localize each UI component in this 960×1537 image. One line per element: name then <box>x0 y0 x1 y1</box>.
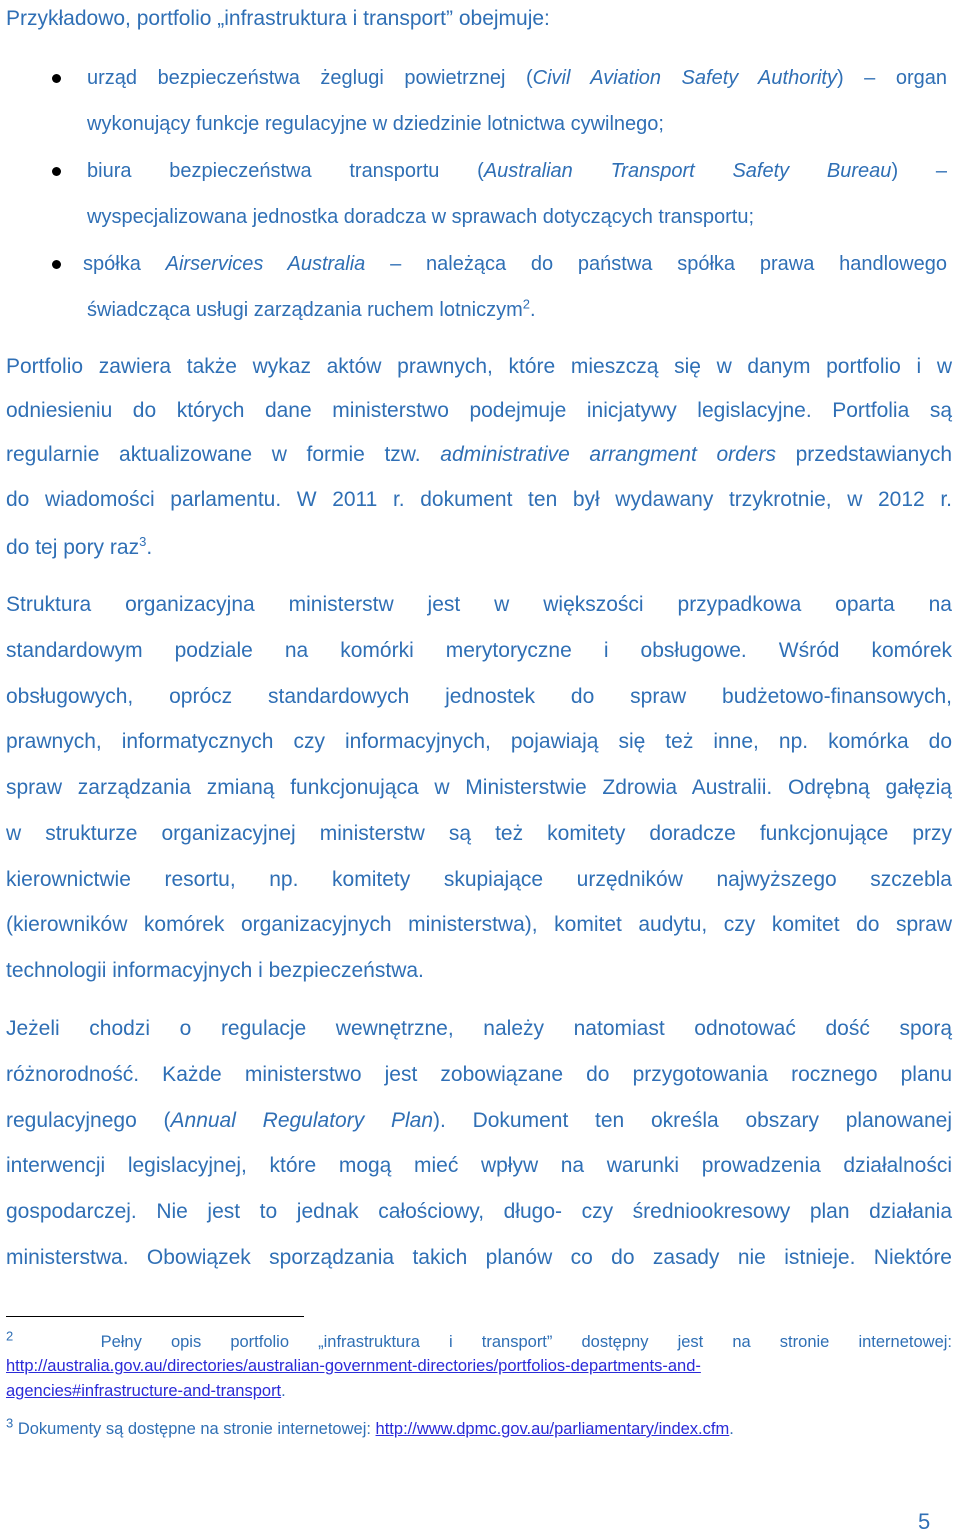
footnote-number: 2 <box>6 1328 14 1344</box>
p2-line-7: kierownictwie resortu, np. komitety skupiające urzędników najwyższego szczebla <box>6 868 952 891</box>
p3-line-5: gospodarczej. Nie jest to jednak całościowy, długo- czy średniookresowy plan działania <box>6 1200 952 1223</box>
bullet-2-line-2: wyspecjalizowana jednostka doradcza w sprawach dotyczących transportu; <box>87 206 755 228</box>
p3-line-4: interwencji legislacyjnej, które mogą mieć wpływ na warunki prowadzenia działalności <box>6 1154 952 1177</box>
footnote-2-line-1: $^2$ Pełny opis portfolio „infrastruktura i transport” dostępny jest na stronie internetowej: <box>6 1328 952 1351</box>
p1-line-1: Portfolio zawiera także wykaz aktów prawnych, które mieszczą się w danym portfolio i w <box>6 355 952 378</box>
p1-line-3: regularnie aktualizowane w formie tzw. administrative arrangment orders przedstawianych <box>6 443 952 466</box>
bullet-3-line-2: świadcząca usługi zarządzania ruchem lotniczym$^2$. <box>87 296 536 321</box>
footnote-3-line: $^3$ Dokumenty są dostępne na stronie internetowej: http://www.dpmc.gov.au/parliamentary/index.cfm. <box>6 1415 734 1438</box>
bullet-3-line-1: spółka Airservices Australia – należąca do państwa spółka prawa handlowego <box>83 253 947 275</box>
footnote-separator <box>6 1316 304 1317</box>
p1-line-4: do wiadomości parlamentu. W 2011 r. dokument ten był wydawany trzykrotnie, w 2012 r. <box>6 488 952 511</box>
p2-line-4: prawnych, informatycznych czy informacyjnych, pojawiają się też inne, np. komórka do <box>6 730 952 753</box>
footnote-ref: 3 <box>139 534 147 549</box>
p3-line-2: różnorodność. Każde ministerstwo jest zobowiązane do przygotowania rocznego planu <box>6 1063 952 1086</box>
footnote-number: 3 <box>6 1415 14 1431</box>
p3-line-3: regulacyjnego (Annual Regulatory Plan). Dokument ten określa obszary planowanej <box>6 1109 952 1132</box>
p2-line-8: (kierowników komórek organizacyjnych ministerstwa), komitet audytu, czy komitet do spraw <box>6 913 952 936</box>
bullet-1-line-2: wykonujący funkcje regulacyjne w dziedzinie lotnictwa cywilnego; <box>87 113 664 135</box>
bullet-1-line-1: urząd bezpieczeństwa żeglugi powietrznej (Civil Aviation Safety Authority) – organ <box>87 67 947 89</box>
p2-line-3: obsługowych, oprócz standardowych jednostek do spraw budżetowo-finansowych, <box>6 685 952 708</box>
footnote-ref: 2 <box>522 296 530 312</box>
p3-line-1: Jeżeli chodzi o regulacje wewnętrzne, należy natomiast odnotować dość sporą <box>6 1017 952 1040</box>
p2-line-6: w strukturze organizacyjnej ministerstw są też komitety doradcze funkcjonujące przy <box>6 822 952 845</box>
p2-line-9: technologii informacyjnych i bezpieczeństwa. <box>6 959 424 982</box>
p1-line-5: do tej pory raz$^3$. <box>6 534 153 559</box>
footnote-2-link-cont[interactable]: agencies#infrastructure-and-transport <box>6 1382 282 1400</box>
footnote-2-line-2 <box>6 1355 952 1377</box>
page-number: 5 <box>918 1509 931 1534</box>
p2-line-2: standardowym podziale na komórki merytoryczne i obsługowe. Wśród komórek <box>6 639 952 662</box>
footnote-2-line-3: agencies#infrastructure-and-transport. <box>6 1382 286 1400</box>
intro-line: Przykładowo, portfolio „infrastruktura i transport” obejmuje: <box>6 7 550 30</box>
footnote-2-link[interactable]: http://australia.gov.au/directories/australian-government-directories/portfolios-departments-and- <box>6 1357 701 1375</box>
bullet-icon <box>52 74 61 83</box>
bullet-icon <box>52 167 61 176</box>
footnote-3-link[interactable]: http://www.dpmc.gov.au/parliamentary/index.cfm <box>375 1420 730 1438</box>
bullet-icon <box>52 260 61 269</box>
p2-line-1: Struktura organizacyjna ministerstw jest w większości przypadkowa oparta na <box>6 593 952 616</box>
bullet-2-line-1: biura bezpieczeństwa transportu (Australian Transport Safety Bureau) – <box>87 160 948 182</box>
p1-line-2: odniesieniu do których dane ministerstwo podejmuje inicjatywy legislacyjne. Portfolia są <box>6 399 952 422</box>
p2-line-5: spraw zarządzania zmianą funkcjonująca w Ministerstwie Zdrowia Australii. Odrębną gałęzią <box>6 776 952 799</box>
p3-line-6: ministerstwa. Obowiązek sporządzania takich planów co do zasady nie istnieje. Niektóre <box>6 1246 952 1269</box>
